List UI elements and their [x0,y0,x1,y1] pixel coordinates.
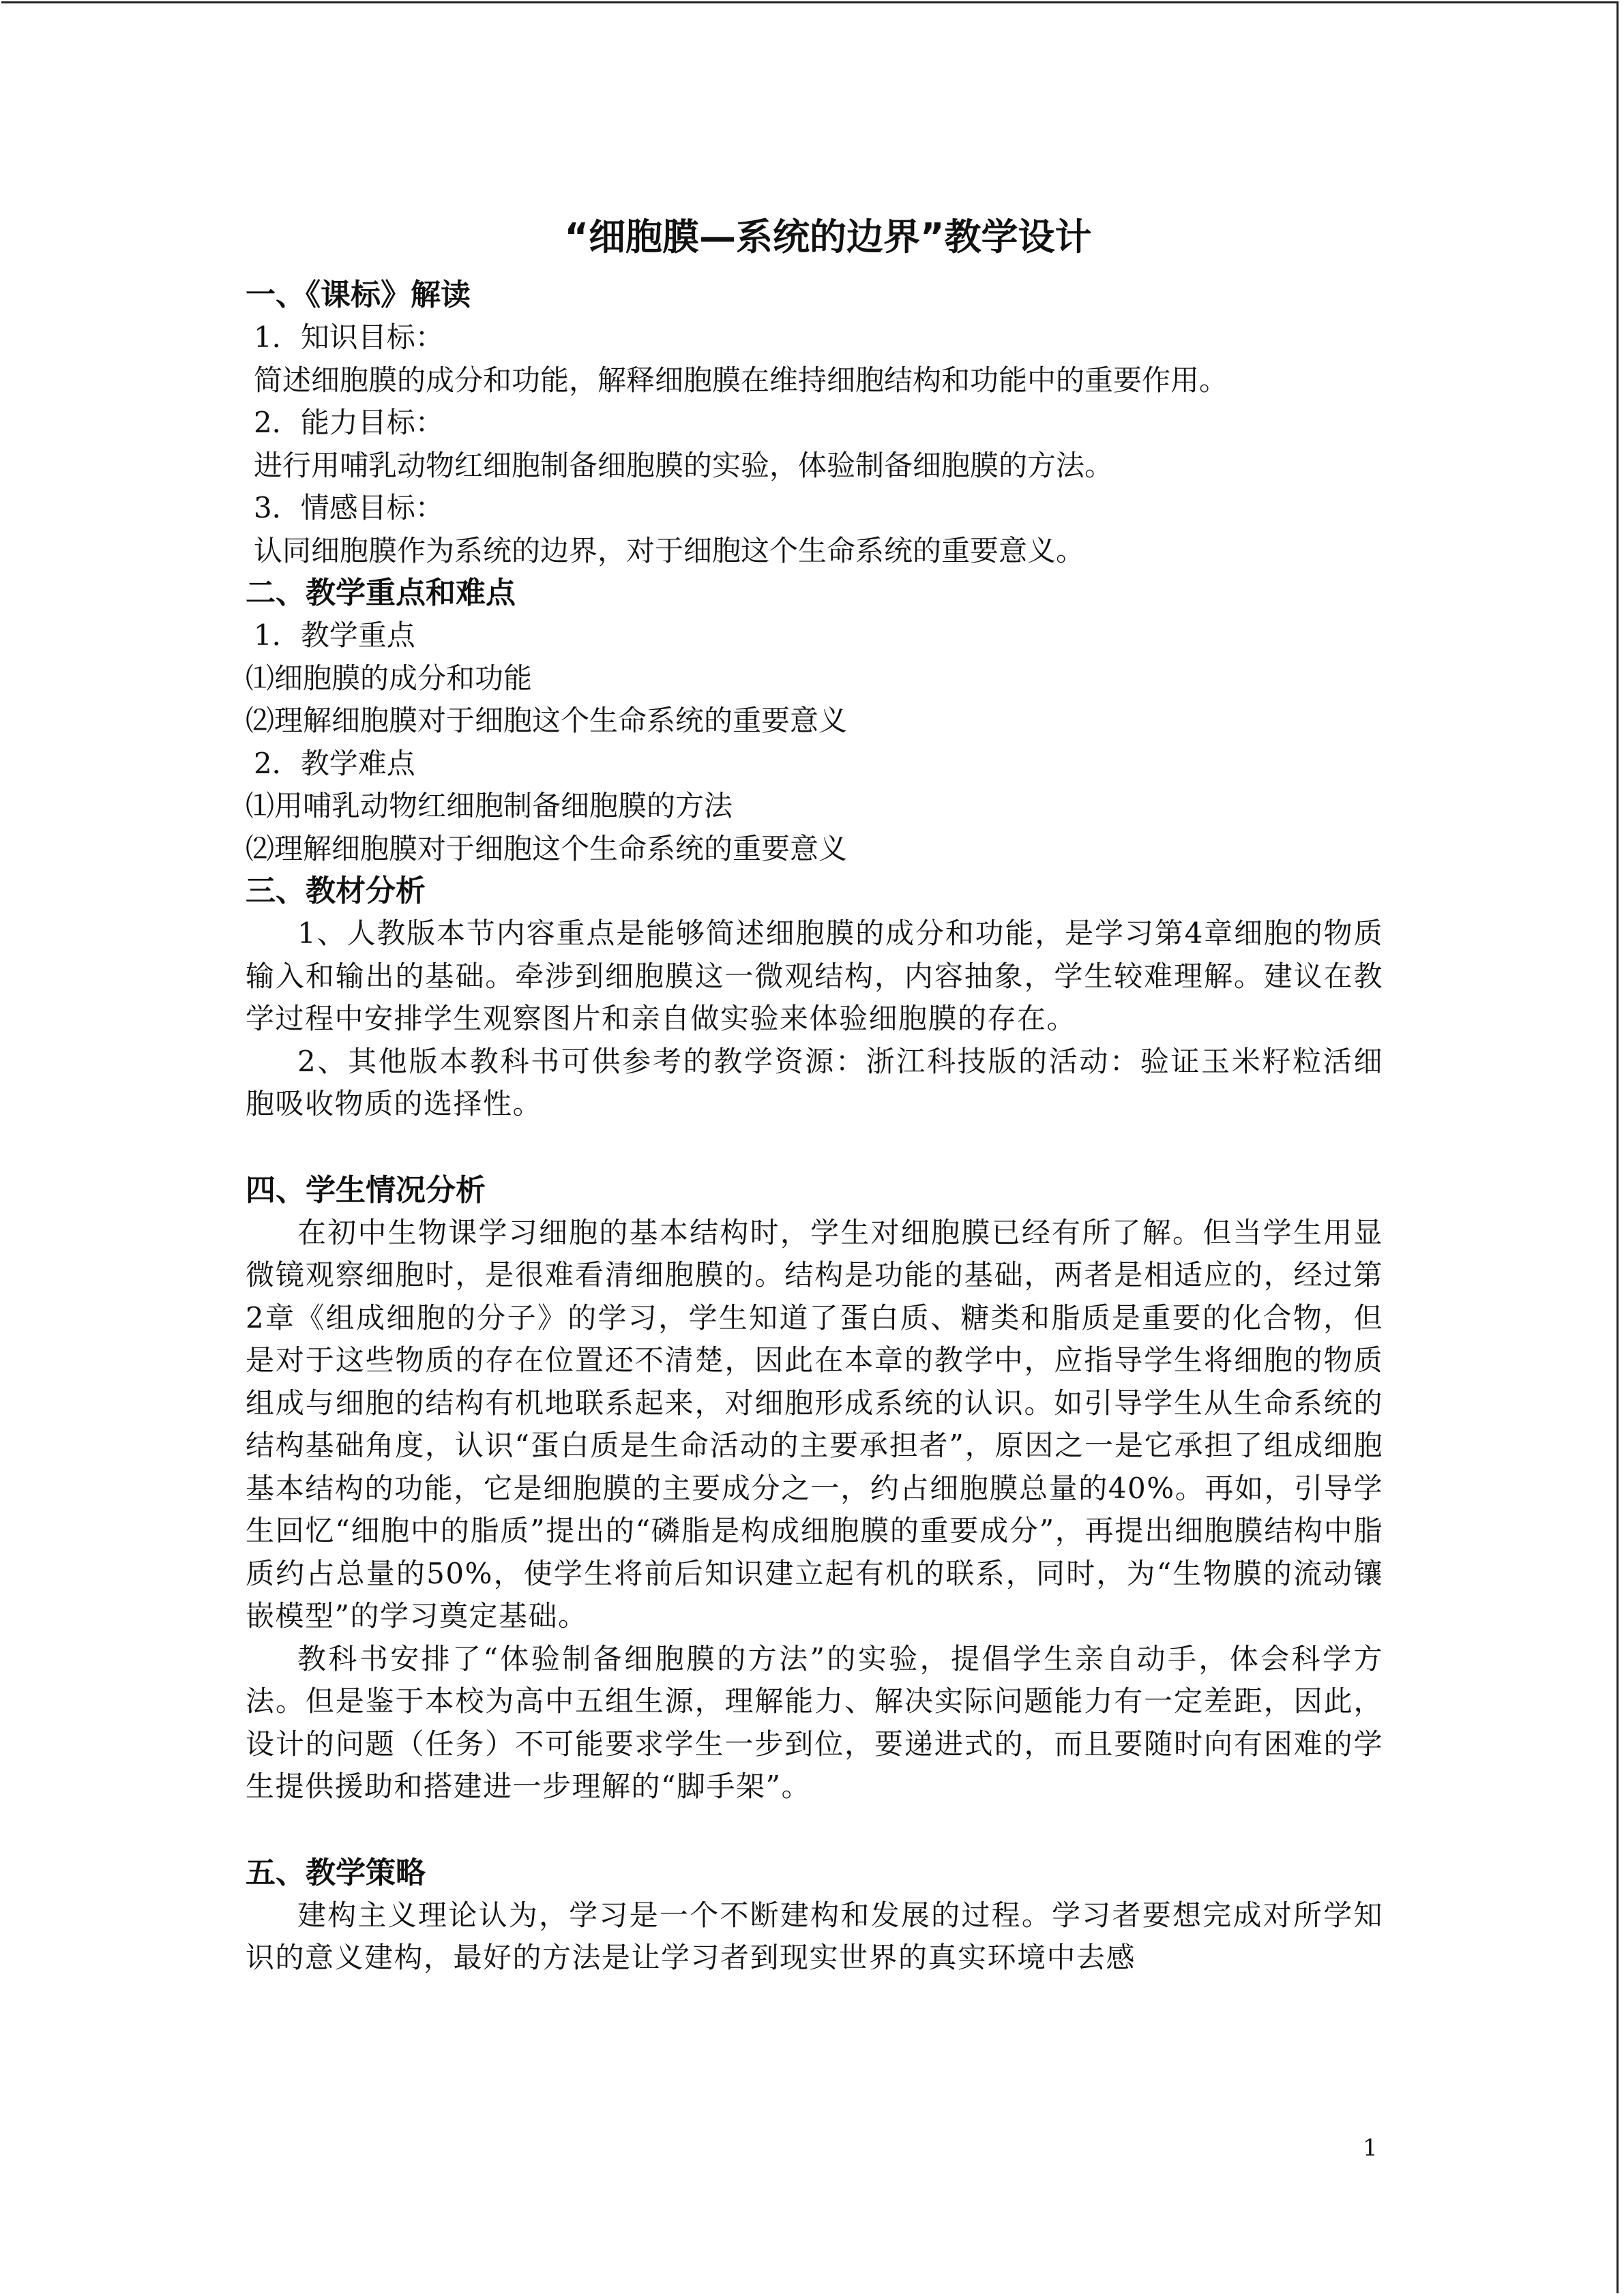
section-heading: 二、教学重点和难点 [246,576,516,610]
list-item: ⑵理解细胞膜对于细胞这个生命系统的重要意义 [246,704,848,737]
list-item: ⑴细胞膜的成分和功能 [246,661,533,695]
list-item: 进行用哺乳动物红细胞制备细胞膜的实验，体验制备细胞膜的方法。 [254,448,1114,482]
document-body [246,205,1383,1980]
list-item: 2．教学难点 [254,746,415,780]
list-item: 认同细胞膜作为系统的边界，对于细胞这个生命系统的重要意义。 [254,533,1085,567]
paragraph: 教科书安排了“体验制备细胞膜的方法”的实验，提倡学生亲自动手，体会科学方法。但是鉴于本校为高中五组生源，理解能力、解决实际问题能力有一定差距，因此，设计的问题（任务）不可能要求学生一步到位，要递进式的，而且要随时向有困难的学生提供援助和搭建进一步理解的“脚手架”。 [246,1641,1383,1803]
spacer [246,1126,1383,1169]
section-heading: 一、《课标》解读 [246,278,471,312]
list-item: 2．能力目标： [254,406,444,439]
paragraph: 在初中生物课学习细胞的基本结构时，学生对细胞膜已经有所了解。但当学生用显微镜观察细胞时，是很难看清细胞膜的。结构是功能的基础，两者是相适应的，经过第2章《组成细胞的分子》的学习，学生知道了蛋白质、糖类和脂质是重要的化合物，但是对于这些物质的存在位置还不清楚，因此在本章的教学中，应指导学生将细胞的物质组成与细胞的结构有机地联系起来，对细胞形成系统的认识。如引导学生从生命系统的结构基础角度，认识“蛋白质是生命活动的主要承担者”，原因之一是它承担了组成细胞基本结构的功能，它是细胞膜的主要成分之一，约占细胞膜总量的40%。再如，引导学生回忆“细胞中的脂质”提出的“磷脂是构成细胞膜的重要成分”，再提出细胞膜结构中脂质约占总量的50%，使学生将前后知识建立起有机的联系，同时，为“生物膜的流动镶嵌模型”的学习奠定基础。 [246,1215,1383,1632]
section-body [246,1894,1383,1980]
list-item: 简述细胞膜的成分和功能，解释细胞膜在维持细胞结构和功能中的重要作用。 [254,363,1228,397]
paragraph: 1、人教版本节内容重点是能够简述细胞膜的成分和功能，是学习第4章细胞的物质输入和输出的基础。牵涉到细胞膜这一微观结构，内容抽象，学生较难理解。建议在教学过程中安排学生观察图片和亲自做实验来体验细胞膜的存在。 [246,916,1383,1035]
paragraph: 建构主义理论认为，学习是一个不断建构和发展的过程。学习者要想完成对所学知识的意义建构，最好的方法是让学习者到现实世界的真实环境中去感 [246,1898,1383,1974]
section-body [246,912,1383,1126]
page-number: 1 [1363,2134,1378,2162]
document-title: “细胞膜—系统的边界”教学设计 [564,215,1092,258]
paragraph: 2、其他版本教科书可供参考的教学资源：浙江科技版的活动：验证玉米籽粒活细胞吸收物质的选择性。 [246,1044,1383,1120]
list-item: 1．知识目标： [254,320,444,354]
spacer [246,1808,1383,1852]
list-item: 1．教学重点 [254,618,415,652]
section-heading: 五、教学策略 [246,1855,426,1890]
section-heading: 三、教材分析 [246,874,426,908]
section-heading: 四、学生情况分析 [246,1172,486,1208]
list-item: 3．情感目标： [254,491,444,524]
list-item: ⑵理解细胞膜对于细胞这个生命系统的重要意义 [246,831,848,865]
list-item: ⑴用哺乳动物红细胞制备细胞膜的方法 [246,789,733,822]
section-body [246,1212,1383,1808]
